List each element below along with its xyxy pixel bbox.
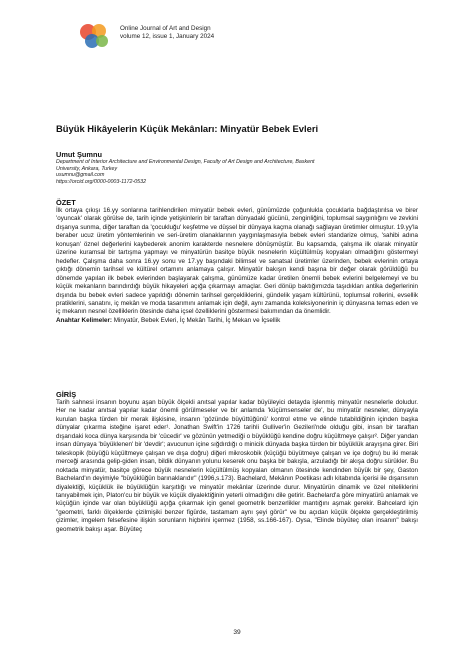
- abstract-body: [56, 207, 418, 325]
- author-block: [56, 150, 418, 185]
- author-email: usumnu@gmail.com: [56, 172, 105, 179]
- introduction-heading: GİRİŞ: [56, 390, 77, 399]
- page-number: 39: [233, 629, 241, 636]
- author-affiliation-line1: Department of Interior Architecture and Environmental Design, Faculty of Art Design and Architecture, Baskent: [56, 159, 315, 165]
- journal-info: [120, 25, 214, 42]
- keywords-label: Anahtar Kelimeler:: [56, 316, 112, 324]
- author-name: Umut Şumnu: [56, 150, 102, 159]
- abstract-text: İlk ortaya çıkışı 16.yy sonlarına tarihlendirilen minyatür bebek evleri, günümüzde çoğunlukla çocuklarla bağdaştırılsa ve birer 'oyuncak' olarak görülse de, tarih içinde yetişkinlerin bir taraftan dünyadaki gücünü, zenginliğini, toplumsal saygınlığını ve zevkini dışarıya sunma, diğer taraftan da 'çocukluğu' keşfetme ve düşsel bir dünyaya kaçma olanağı sağlayan üretimler olmuştur. 19.yy'la beraber ucuz üretim yöntemlerinin ve seri-üretim olanaklarının yaygınlaşmasıyla bebek evleri standarize olmuş, 'sahibi adına konuşan' öznel değerlerini kaybederek anonim karakterde nesnelere dönüşmüştür. Bu kapsamda, çalışma ilk olarak minyatür üzerine kuramsal bir tartışma yapmayı ve minyatürün basitçe büyük nesnelerin küçültülmüş kopyaları olmadığını göstermeyi hedefler. Çalışma daha sonra 16.yy sonu ve 17.yy başındaki bilimsel ve sanatsal üretimler üzerinden, bebek evlerinin ortaya çıktığı dönemin tarihsel ve kültürel ortamını anlamaya çalışır. Minyatür bakışın kendi başına bir değer olarak görüldüğü bu dönemde yapılan ilk bebek evlerinden başlayarak çalışma, günümüze kadar üretilen önemli bebek evlerini belgelemeyi ve bu küçük mekanların barındırdığı büyük hikayeleri açığa çıkarmayı amaçlar. Geri dönüp baktığımızda taşıdıkları antika değerlerinin dışında bu bebek evleri sadece yapıldığı dönemin tarihsel gerçekliklerini, gündelik yaşam kültürünü, toplumsal rollerini, evsellik pratiklerini, sanatını, iç mekân ve moda tasarımını anlamak için değil, aynı zamanda koleksiyonerinin iç dünyasına temas eden ve iç mekanın nesnel özelliklerin ötesinde daha içsel özelliklerini göstermesi bakımından da önemlidir.: [56, 207, 418, 316]
- author-orcid: https://orcid.org/0000-0003-1172-0532: [56, 178, 147, 185]
- keywords-value: Minyatür, Bebek Evleri, İç Mekân Tarihi, İç Mekan ve İçsellik: [112, 316, 281, 324]
- journal-logo-icon: [78, 22, 112, 50]
- journal-header: [78, 22, 408, 52]
- journal-name: Online Journal of Art and Design: [120, 25, 211, 32]
- keywords-line: [56, 317, 418, 325]
- journal-issue: volume 12, issue 1, January 2024: [120, 33, 215, 41]
- abstract-heading: ÖZET: [56, 198, 76, 207]
- author-affiliation-line2: University, Ankara, Turkey: [56, 165, 118, 172]
- introduction-body: [56, 399, 418, 534]
- article-title: Büyük Hikâyelerin Küçük Mekânları: Minyatür Bebek Evleri: [56, 123, 319, 134]
- introduction-text: Tarih sahnesi insanın boyunu aşan büyük ölçekli anıtsal yapılar kadar büyüleyici detayda işlenmiş minyatür nesnelerle doludur. Her ne kadar anıtsal yapılar kadar önemli görülmeseler ve bir anlamda 'küçümsenseler de', bu minyatür nesneler, dünyayla kurulan başka türden bir merak ilişkisine, insanın 'gözünde büyüttüğünü' kontrol etme ve elinde tutabildiğinin içinden başka dünyalar çıkarma isteğine işaret eder¹. Jonathan Swift'in 1726 tarihli Gulliver'in Gezileri'nde olduğu gibi, insan bir taraftan dışarıdaki koca dünya karşısında bir 'cücedir' ve gözünün yetmediği o büyüklüğü kendine doğru küçültmeye çalışır². Diğer yandan insan dünyaya 'büyüklenen' bir 'devdir'; avucunun içine sığdırdığı o minicik dünyada başka türden bir büyüklük arayışına girer. Biri teleskopik (büyüğü küçültmeye çalışan ve dışa doğru) diğeri mikroskobik (küçüğü büyütmeye çalışan ve içe doğru) bu iki merak merceği arasında gelip-giden insan, bildik dünyanın yolunu keserek onu başka bir bakışla, arzuladığı bir akışa doğru sürükler. Bu noktada minyatür, basitçe görece büyük nesnelerin küçültülmüş kopyaları olmanın ötesinde kendinden büyük bir şey, Gaston Bachelard'ın deyimiyle "büyüklüğün barınaklarıdır" (1996,s.173). Bachelard, Mekânın Poetikası adlı kitabında içerisi ile dışarısının diyalektiği, küçüklük ile büyüklüğün karşıtlığı ve minyatür mekânlar üzerinde durur. Minyatürün dinamik ve özel niteliklerini tanıyabilmek için, Platon'cu bir büyük ve küçük diyalektiğinin yeterli olmadığını dile getirir. Bachelard'a göre minyatürü anlamak ve küçüğün içinde var olan büyüklüğü açığa çıkarmak için genel geometrik benzerlikler mantığını aşmak gerekir. Bahcelard için "geometri, farklı ölçeklerde çizilmişiki benzer figürde, tastamam aynı şeyi görür" ve bu açıdan küçük ölçekte gerçekleştirilmiş çizimler, imgelem felsefesine ilişkin sorunların hiçbirini içermez (1958, ss.166-167). Oysa, "Elinde büyüteç olan insanın" bakışı geometrik bakışı aşar. Büyüteç: [56, 399, 418, 533]
